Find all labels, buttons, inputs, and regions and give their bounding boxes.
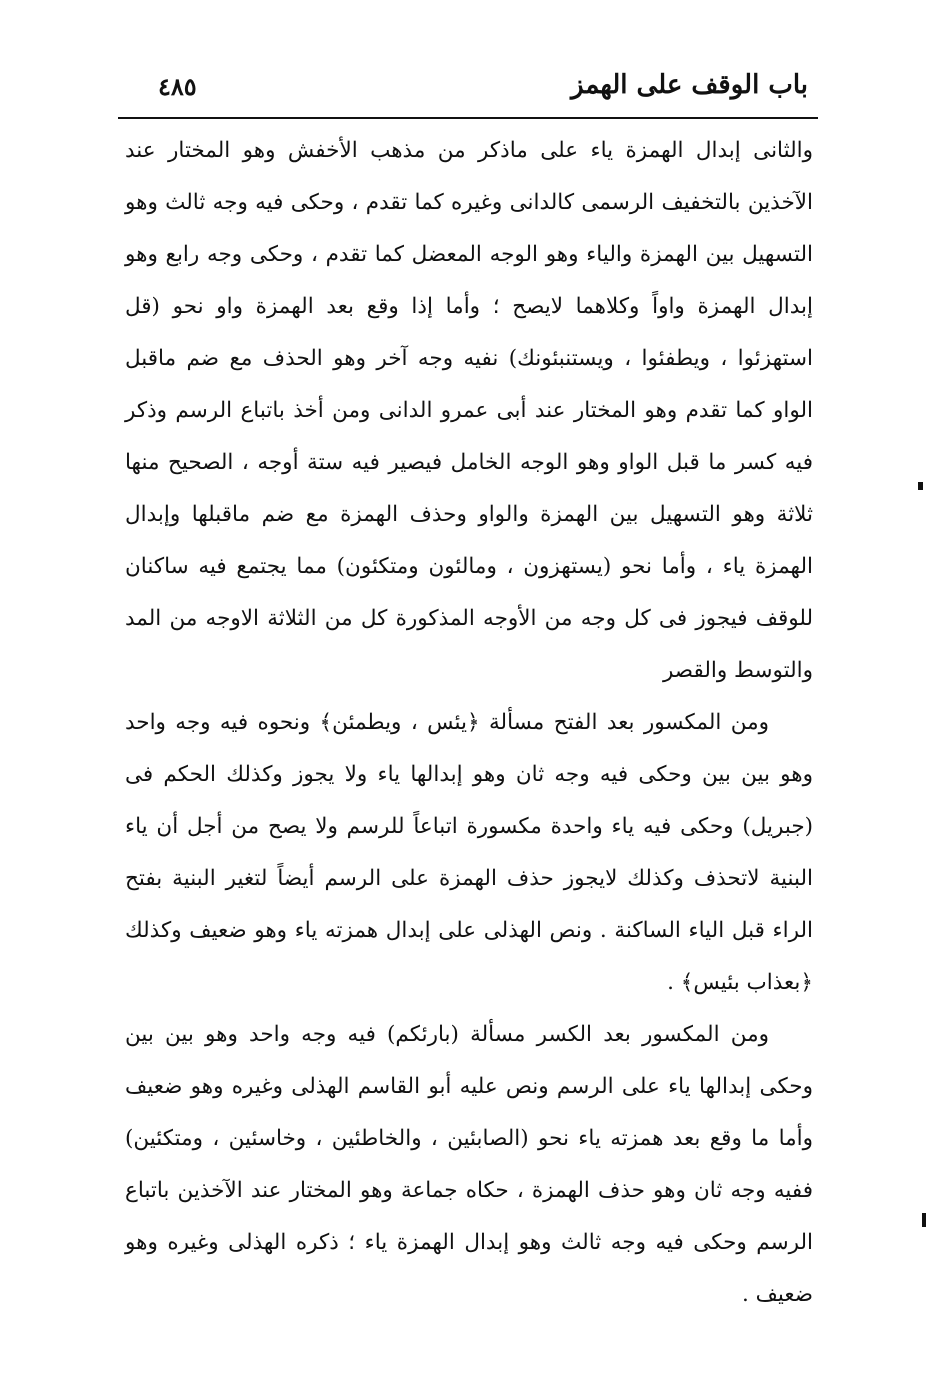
page-number: ٤٨٥ <box>158 72 197 101</box>
header-rule <box>118 117 818 119</box>
running-title: باب الوقف على الهمز <box>570 70 808 100</box>
page-header <box>130 64 814 108</box>
margin-mark-lower <box>922 1213 926 1227</box>
body-text <box>125 125 813 1307</box>
paragraph-1: والثانى إبدال الهمزة ياء على ماذكر من مذهب الأخفش وهو المختار عند الآخذين بالتخفيف الرسمى كالدانى وغيره كما تقدم ، وحكى فيه وجه ثالث وهو التسهيل بين الهمزة والياء وهو الوجه المعضل كما تقدم ، وحكى وجه رابع وهو إبدال الهمزة واواً وكلاهما لايصح ؛ وأما إذا وقع بعد الهمزة واو نحو (قل استهزئوا ، ويطفئوا ، ويستنبئونك) نفيه وجه آخر وهو الحذف مع ضم ماقبل الواو كما تقدم وهو المختار عند أبى عمرو الدانى ومن أخذ باتباع الرسم وذكر فيه كسر ما قبل الواو وهو الوجه الخامل فيصير فيه ستة أوجه ، الصحيح منها ثلاثة وهو التسهيل بين الهمزة والواو وحذف الهمزة مع ضم ماقبلها وإبدال الهمزة ياء ، وأما نحو (يستهزون ، ومالئون ومتكئون) مما يجتمع فيه ساكنان للوقف فيجوز فى كل وجه من الأوجه المذكورة كل من الثلاثة الاوجه من المد والتوسط والقصر <box>125 138 813 683</box>
paragraph-2: ومن المكسور بعد الفتح مسألة ﴿يئس ، ويطمئن﴾ ونحوه فيه وجه واحد وهو بين بين وحكى فيه وجه ثان وهو إبدالها ياء ولا يجوز وكذلك الحكم فى (جبريل) وحكى فيه ياء واحدة مكسورة اتباعاً للرسم ولا يصح من أجل أن ياء البنية لاتحذف وكذلك لايجوز حذف الهمزة على الرسم أيضاً لتغير البنية بفتح الراء قبل الياء الساكنة . ونص الهذلى على إبدال همزته ياء وهو ضعيف وكذلك ﴿بعذاب بئيس﴾ . <box>125 710 813 995</box>
margin-mark-upper <box>918 482 923 490</box>
paragraph-3: ومن المكسور بعد الكسر مسألة (بارئكم) فيه وجه واحد وهو بين بين وحكى إبدالها ياء على الرسم ونص عليه أبو القاسم الهذلى وغيره وهو ضعيف وأما ما وقع بعد همزته ياء نحو (الصابئين ، والخاطئين ، وخاسئين ، ومتكئين) ففيه وجه ثان وهو حذف الهمزة ، حكاه جماعة وهو المختار عند الآخذين باتباع الرسم وحكى فيه وجه ثالث وهو إبدال الهمزة ياء ؛ ذكره الهذلى وغيره وهو ضعيف . <box>125 1022 813 1307</box>
